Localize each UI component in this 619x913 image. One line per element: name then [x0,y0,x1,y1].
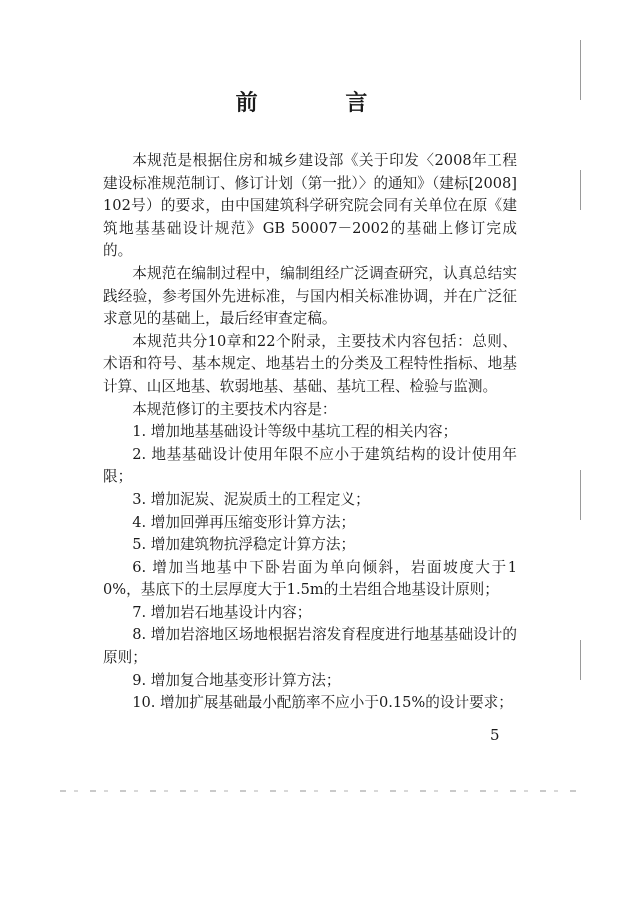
paragraph-intro: 本规范是根据住房和城乡建设部《关于印发〈2008年工程建设标准规范制订、修订计划（第一批）〉的通知》（建标[2008]102号）的要求，由中国建筑科学研究院会同有关单位在原《建筑地基基础设计规范》GB 50007－2002的基础上修订完成的。 [103,152,517,260]
scan-artifact-line [60,790,580,792]
scan-edge-mark [580,170,581,210]
paragraph-revision-lead: 本规范修订的主要技术内容是： [132,400,337,418]
paragraph-process: 本规范在编制过程中，编制组经广泛调查研究，认真总结实践经验，参考国外先进标准，与国内相关标准协调，并在广泛征求意见的基础上，最后经审查定稿。 [103,264,517,328]
page-number: 5 [490,726,500,744]
revision-item-2: 2. 地基基础设计使用年限不应小于建筑结构的设计使用年限； [103,445,517,486]
revision-item-10: 10. 增加扩展基础最小配筋率不应小于0.15%的设计要求； [132,694,513,712]
revision-item-8: 8. 增加岩溶地区场地根据岩溶发育程度进行地基基础设计的原则； [103,626,517,667]
revision-item-5: 5. 增加建筑物抗浮稳定计算方法； [132,536,356,554]
revision-item-1: 1. 增加地基基础设计等级中基坑工程的相关内容； [132,423,458,441]
revision-item-3: 3. 增加泥炭、泥炭质土的工程定义； [132,490,370,508]
page-title: 前 言 [235,90,408,116]
revision-item-9: 9. 增加复合地基变形计算方法； [132,671,341,689]
revision-item-6: 6. 增加当地基中下卧岩面为单向倾斜，岩面坡度大于10%，基底下的土层厚度大于1.5m的土岩组合地基设计原则； [103,558,517,599]
paragraph-contents: 本规范共分10章和22个附录，主要技术内容包括：总则、术语和符号、基本规定、地基岩土的分类及工程特性指标、地基计算、山区地基、软弱地基、基础、基坑工程、检验与监测。 [103,332,517,395]
scan-edge-mark [580,470,581,520]
scan-edge-mark [580,640,581,680]
revision-item-4: 4. 增加回弹再压缩变形计算方法； [132,513,356,531]
document-body [103,150,517,715]
revision-item-7: 7. 增加岩石地基设计内容； [132,603,312,621]
